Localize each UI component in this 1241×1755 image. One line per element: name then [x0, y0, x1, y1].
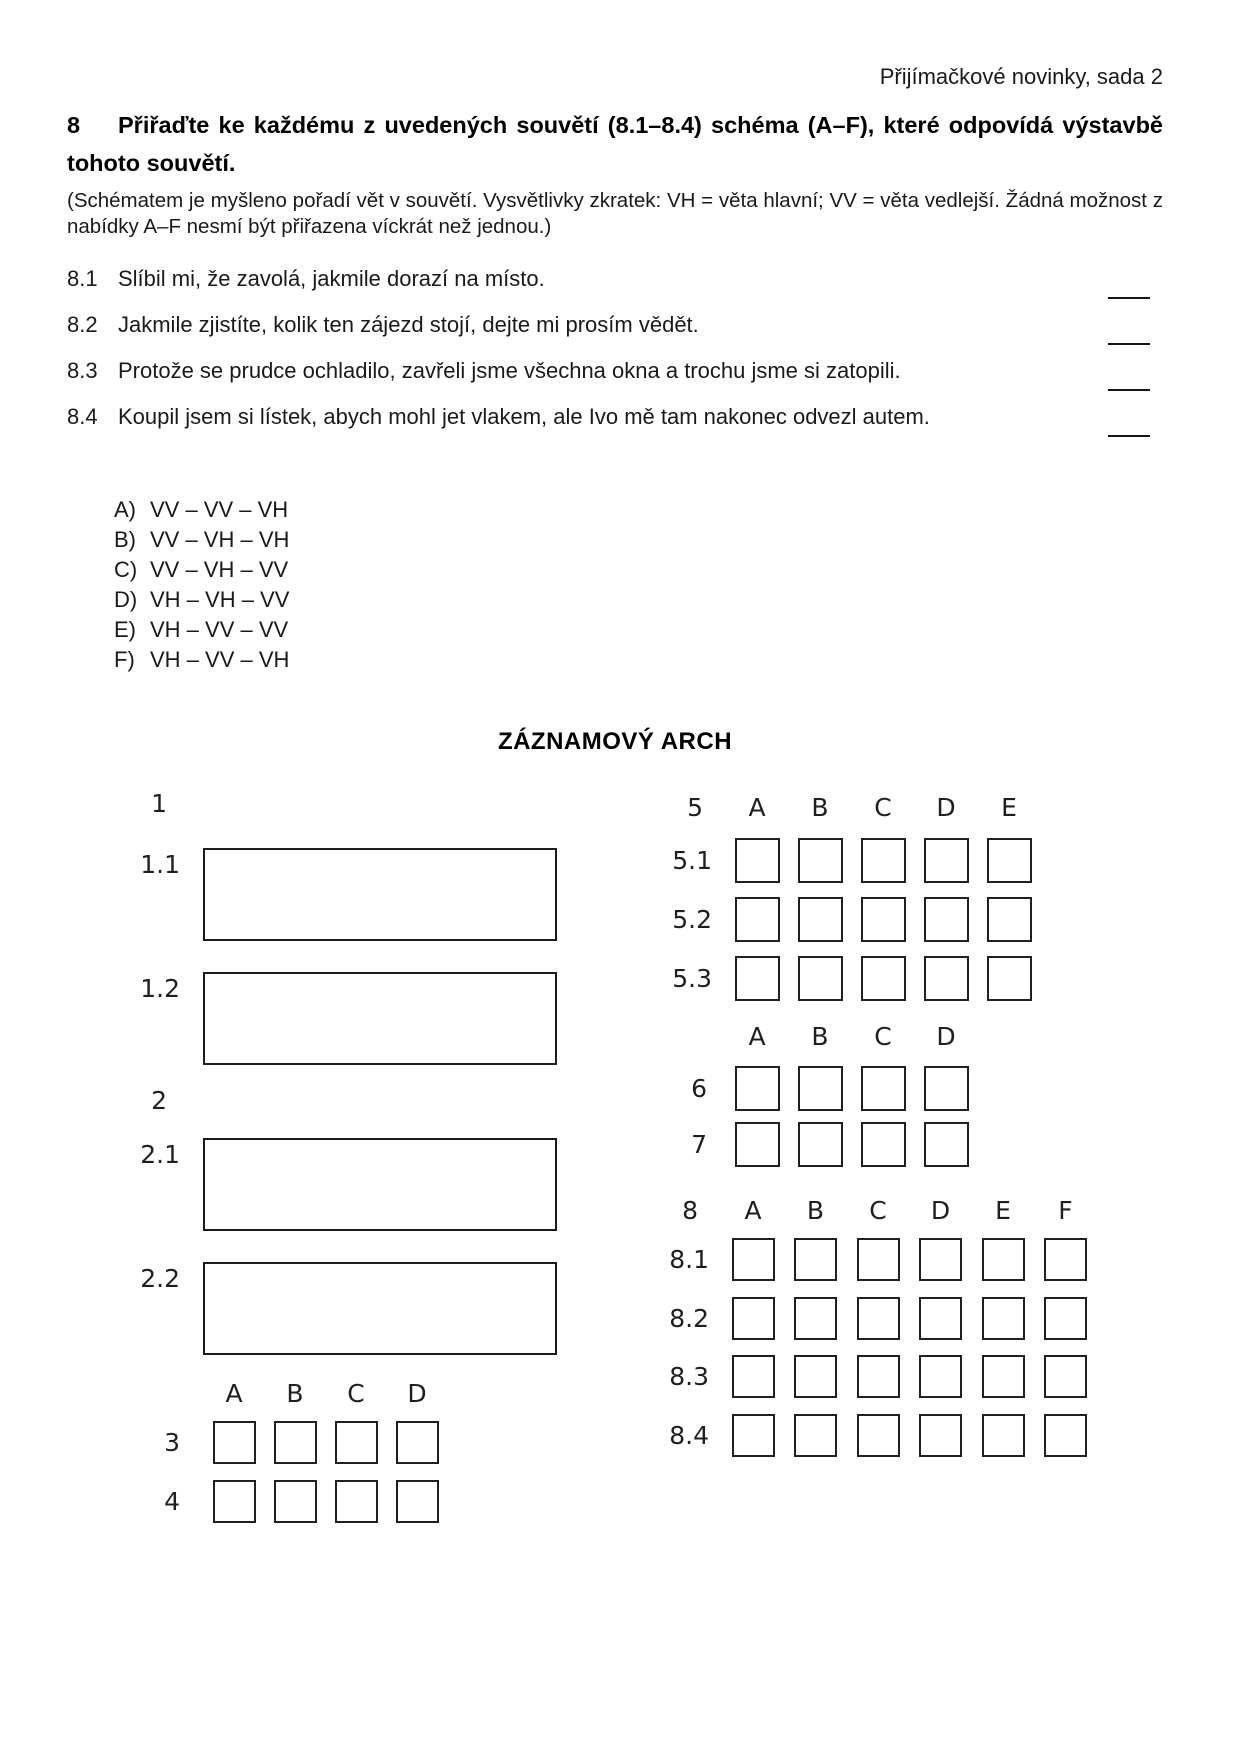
option-value: VV – VH – VV	[150, 557, 289, 582]
item-text: Slíbil mi, že zavolá, jakmile dorazí na místo.	[118, 266, 545, 291]
answer-checkbox[interactable]	[794, 1414, 837, 1457]
answer-checkbox[interactable]	[794, 1355, 837, 1398]
answer-checkbox[interactable]	[798, 838, 843, 883]
column-letter: C	[874, 793, 892, 822]
answer-checkbox[interactable]	[861, 838, 906, 883]
answer-checkbox[interactable]	[861, 1066, 906, 1111]
item-text: Protože se prudce ochladilo, zavřeli jsme všechna okna a trochu jsme si zatopili.	[118, 358, 901, 383]
column-letter: A	[225, 1379, 243, 1408]
answer-checkbox[interactable]	[732, 1355, 775, 1398]
answer-checkbox[interactable]	[861, 897, 906, 942]
item-number-label: 5.3	[672, 964, 712, 993]
answer-checkbox[interactable]	[857, 1297, 900, 1340]
item-number: 8.3	[67, 358, 98, 383]
answer-checkbox[interactable]	[735, 838, 780, 883]
option-label: C)	[114, 557, 138, 582]
column-letter: D	[936, 1022, 956, 1051]
answer-checkbox[interactable]	[924, 1122, 969, 1167]
answer-checkbox[interactable]	[1044, 1355, 1087, 1398]
answer-checkbox[interactable]	[798, 897, 843, 942]
item-text: Jakmile zjistíte, kolik ten zájezd stojí, dejte mi prosím vědět.	[118, 312, 699, 337]
answer-checkbox[interactable]	[982, 1414, 1025, 1457]
answer-checkbox[interactable]	[798, 1066, 843, 1111]
answer-checkbox[interactable]	[982, 1297, 1025, 1340]
column-letter: C	[869, 1196, 887, 1225]
answer-checkbox[interactable]	[735, 1122, 780, 1167]
answer-checkbox[interactable]	[919, 1355, 962, 1398]
answer-checkbox[interactable]	[857, 1355, 900, 1398]
option-value: VH – VH – VV	[150, 587, 290, 612]
item-number-label: 4	[164, 1487, 180, 1516]
answer-checkbox[interactable]	[987, 838, 1032, 883]
section-number-label: 5	[687, 793, 703, 822]
item-number-label: 8.2	[669, 1304, 709, 1333]
answer-checkbox[interactable]	[1044, 1414, 1087, 1457]
item-number: 8.4	[67, 404, 98, 429]
question-title-text: Přiřaďte ke každému z uvedených souvětí (8.1–8.4) schéma (A–F), které odpovídá výstavbě tohoto souvětí.	[67, 112, 1163, 176]
column-letter: B	[811, 793, 829, 822]
answer-checkbox[interactable]	[798, 1122, 843, 1167]
column-letter: A	[748, 1022, 766, 1051]
write-in-box[interactable]	[203, 1262, 557, 1355]
column-letter: D	[407, 1379, 427, 1408]
answer-checkbox[interactable]	[732, 1238, 775, 1281]
item-number-label: 3	[164, 1428, 180, 1457]
answer-sheet-title: ZÁZNAMOVÝ ARCH	[497, 728, 733, 755]
item-number-label: 7	[691, 1130, 707, 1159]
answer-checkbox[interactable]	[857, 1238, 900, 1281]
answer-checkbox[interactable]	[924, 838, 969, 883]
option-value: VH – VV – VH	[150, 647, 290, 672]
answer-checkbox[interactable]	[735, 956, 780, 1001]
answer-checkbox[interactable]	[335, 1480, 378, 1523]
answer-checkbox[interactable]	[213, 1421, 256, 1464]
write-in-box[interactable]	[203, 972, 557, 1065]
item-number-label: 8.4	[669, 1421, 709, 1450]
answer-checkbox[interactable]	[924, 956, 969, 1001]
column-letter: D	[936, 793, 956, 822]
section-number-label: 8	[682, 1196, 698, 1225]
item-number-label: 8.3	[669, 1362, 709, 1391]
item-number-label: 6	[691, 1074, 707, 1103]
column-letter: E	[995, 1196, 1011, 1225]
page-header: Přijímačkové novinky, sada 2	[879, 64, 1163, 89]
item-number-label: 2.1	[140, 1140, 180, 1169]
item-number-label: 5.2	[672, 905, 712, 934]
answer-checkbox[interactable]	[982, 1355, 1025, 1398]
answer-checkbox[interactable]	[794, 1297, 837, 1340]
answer-checkbox[interactable]	[857, 1414, 900, 1457]
question-note: (Schématem je myšleno pořadí vět v souvětí. Vysvětlivky zkratek: VH = věta hlavní; VV = věta vedlejší. Žádná možnost z nabídky A–F nesmí být přiřazena víckrát než jednou.)	[67, 189, 1163, 238]
column-letter: B	[286, 1379, 304, 1408]
column-letter: E	[1001, 793, 1017, 822]
item-number-label: 5.1	[672, 846, 712, 875]
answer-checkbox[interactable]	[213, 1480, 256, 1523]
answer-checkbox[interactable]	[919, 1297, 962, 1340]
item-number: 8.2	[67, 312, 98, 337]
answer-checkbox[interactable]	[798, 956, 843, 1001]
option-label: D)	[114, 587, 138, 612]
option-value: VH – VV – VV	[150, 617, 289, 642]
column-letter: A	[744, 1196, 762, 1225]
answer-checkbox[interactable]	[987, 897, 1032, 942]
option-label: B)	[114, 527, 136, 552]
option-label: E)	[114, 617, 136, 642]
answer-checkbox[interactable]	[919, 1238, 962, 1281]
item-number: 8.1	[67, 266, 98, 291]
answer-checkbox[interactable]	[1044, 1297, 1087, 1340]
option-label: F)	[114, 647, 135, 672]
answer-checkbox[interactable]	[274, 1421, 317, 1464]
write-in-box[interactable]	[203, 848, 557, 941]
option-value: VV – VV – VH	[150, 497, 289, 522]
answer-checkbox[interactable]	[982, 1238, 1025, 1281]
answer-checkbox[interactable]	[919, 1414, 962, 1457]
answer-checkbox[interactable]	[735, 1066, 780, 1111]
answer-checkbox[interactable]	[732, 1297, 775, 1340]
item-number-label: 1.1	[140, 850, 180, 879]
answer-checkbox[interactable]	[924, 897, 969, 942]
item-number-label: 1.2	[140, 974, 180, 1003]
option-label: A)	[114, 497, 136, 522]
item-number-label: 2.2	[140, 1264, 180, 1293]
answer-checkbox[interactable]	[396, 1480, 439, 1523]
answer-checkbox[interactable]	[987, 956, 1032, 1001]
answer-checkbox[interactable]	[924, 1066, 969, 1111]
column-letter: A	[748, 793, 766, 822]
column-letter: F	[1058, 1196, 1073, 1225]
column-letter: B	[806, 1196, 825, 1225]
write-in-box[interactable]	[203, 1138, 557, 1231]
column-letter: D	[930, 1196, 951, 1225]
answer-checkbox[interactable]	[274, 1480, 317, 1523]
answer-checkbox[interactable]	[732, 1414, 775, 1457]
item-number-label: 8.1	[669, 1245, 709, 1274]
answer-checkbox[interactable]	[861, 1122, 906, 1167]
answer-checkbox[interactable]	[735, 897, 780, 942]
column-letter: B	[811, 1022, 829, 1051]
column-letter: C	[347, 1379, 365, 1408]
option-value: VV – VH – VH	[150, 527, 290, 552]
section-number-label: 2	[151, 1086, 167, 1115]
answer-checkbox[interactable]	[794, 1238, 837, 1281]
answer-checkbox[interactable]	[396, 1421, 439, 1464]
item-text: Koupil jsem si lístek, abych mohl jet vlakem, ale Ivo mě tam nakonec odvezl autem.	[118, 404, 930, 429]
answer-checkbox[interactable]	[335, 1421, 378, 1464]
column-letter: C	[874, 1022, 892, 1051]
section-number-label: 1	[151, 789, 167, 818]
answer-checkbox[interactable]	[861, 956, 906, 1001]
question-number: 8	[67, 112, 81, 138]
answer-checkbox[interactable]	[1044, 1238, 1087, 1281]
